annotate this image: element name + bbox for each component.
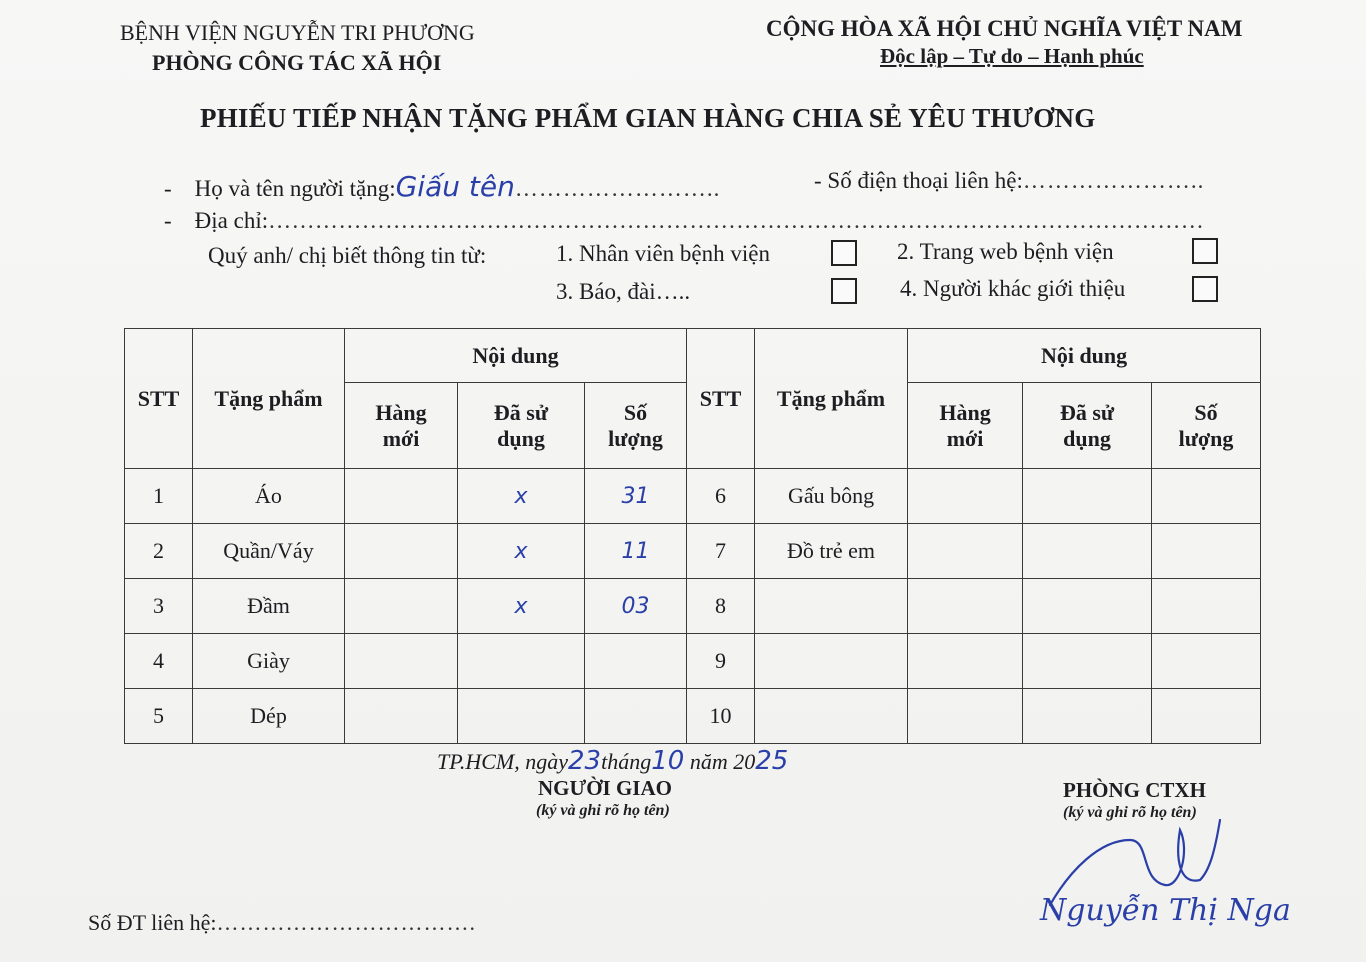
row-qty-cell[interactable] [585, 634, 687, 689]
row-item [755, 689, 908, 744]
row-stt: 2 [125, 524, 193, 579]
phone-dots: ………………….. [1022, 168, 1205, 193]
giver-note: (ký và ghi rõ họ tên) [536, 802, 670, 819]
form-title: PHIẾU TIẾP NHẬN TẶNG PHẨM GIAN HÀNG CHIA SẺ YÊU THƯƠNG [200, 103, 1096, 133]
row-new-cell[interactable] [908, 579, 1023, 634]
giver-title: NGƯỜI GIAO [538, 776, 672, 800]
row-item: Gấu bông [755, 469, 908, 524]
donor-name-handwritten[interactable]: Giấu tên [395, 170, 515, 203]
row-used-cell[interactable] [1023, 524, 1152, 579]
row-used-cell[interactable]: x [458, 469, 585, 524]
row-used-cell[interactable] [458, 634, 585, 689]
date-year[interactable]: 25 [755, 746, 789, 776]
table-row [125, 469, 1261, 524]
table-row [125, 579, 1261, 634]
receiver-title: PHÒNG CTXH [1063, 778, 1206, 802]
source-option-2: 2. Trang web bệnh viện [897, 239, 1114, 264]
row-used-cell[interactable] [1023, 579, 1152, 634]
hospital-name: BỆNH VIỆN NGUYỄN TRI PHƯƠNG [120, 20, 475, 45]
row-item: Quần/Váy [193, 524, 345, 579]
bullet-dash: - [164, 176, 172, 201]
address-line [164, 208, 1204, 234]
table-row [125, 524, 1261, 579]
receiver-note: (ký và ghi rõ họ tên) [1063, 804, 1197, 821]
source-option-4: 4. Người khác giới thiệu [900, 276, 1126, 301]
row-stt: 4 [125, 634, 193, 689]
row-used-cell[interactable]: x [458, 579, 585, 634]
row-new-cell[interactable] [345, 469, 458, 524]
header-item: Tặng phẩm [755, 329, 908, 469]
date-line [437, 746, 788, 776]
row-used-cell[interactable] [1023, 469, 1152, 524]
row-qty-cell[interactable] [585, 689, 687, 744]
row-item: Áo [193, 469, 345, 524]
receiver-signature-name: Nguyễn Thị Nga [1040, 893, 1291, 928]
row-item: Đầm [193, 579, 345, 634]
table-row [125, 689, 1261, 744]
header-used: Đã sử dụng [458, 383, 585, 469]
date-prefix: TP.HCM, ngày [437, 749, 568, 774]
header-used: Đã sử dụng [1023, 383, 1152, 469]
row-qty-cell[interactable]: 03 [585, 579, 687, 634]
source-checkbox-4[interactable] [1192, 276, 1218, 302]
header-item: Tặng phẩm [193, 329, 345, 469]
row-new-cell[interactable] [345, 579, 458, 634]
header-new: Hàng mới [345, 383, 458, 469]
donor-dots: …………………….. [514, 176, 721, 201]
header-qty: Số lượng [1152, 383, 1261, 469]
source-option-3: 3. Báo, đài….. [556, 279, 691, 304]
row-used-cell[interactable] [1023, 634, 1152, 689]
row-new-cell[interactable] [345, 689, 458, 744]
row-qty-cell[interactable] [1152, 524, 1261, 579]
date-month[interactable]: 10 [651, 746, 685, 776]
header-content: Nội dung [345, 329, 687, 383]
address-dots: ………………………………………………………………………………………………………… [268, 208, 1205, 233]
row-new-cell[interactable] [908, 634, 1023, 689]
header-new: Hàng mới [908, 383, 1023, 469]
row-item [755, 634, 908, 689]
row-item: Giày [193, 634, 345, 689]
row-stt: 10 [687, 689, 755, 744]
row-qty-cell[interactable]: 31 [585, 469, 687, 524]
country-name: CỘNG HÒA XÃ HỘI CHỦ NGHĨA VIỆT NAM [766, 16, 1243, 41]
row-qty-cell[interactable]: 11 [585, 524, 687, 579]
date-day[interactable]: 23 [568, 746, 602, 776]
row-used-cell[interactable] [458, 689, 585, 744]
source-option-1: 1. Nhân viên bệnh viện [556, 241, 770, 266]
row-stt: 7 [687, 524, 755, 579]
table-row [125, 634, 1261, 689]
donor-label: Họ và tên người tặng: [194, 176, 396, 201]
source-checkbox-1[interactable] [831, 240, 857, 266]
footer-phone-label: Số ĐT liên hệ: [88, 910, 217, 935]
row-qty-cell[interactable] [1152, 689, 1261, 744]
row-new-cell[interactable] [908, 469, 1023, 524]
donor-line [164, 170, 720, 203]
source-checkbox-2[interactable] [1192, 238, 1218, 264]
department-name: PHÒNG CÔNG TÁC XÃ HỘI [152, 50, 442, 75]
address-label: Địa chỉ: [194, 208, 269, 233]
row-qty-cell[interactable] [1152, 469, 1261, 524]
row-used-cell[interactable] [1023, 689, 1152, 744]
header-content: Nội dung [908, 329, 1261, 383]
row-stt: 8 [687, 579, 755, 634]
row-stt: 3 [125, 579, 193, 634]
row-item [755, 579, 908, 634]
row-item: Dép [193, 689, 345, 744]
row-qty-cell[interactable] [1152, 579, 1261, 634]
footer-phone-line [88, 910, 476, 936]
row-stt: 1 [125, 469, 193, 524]
phone-line [814, 168, 1204, 194]
header-stt: STT [687, 329, 755, 469]
source-checkbox-3[interactable] [831, 278, 857, 304]
date-month-label: tháng [601, 749, 652, 774]
row-new-cell[interactable] [345, 634, 458, 689]
row-new-cell[interactable] [908, 524, 1023, 579]
phone-label: - Số điện thoại liên hệ: [814, 168, 1023, 193]
source-label: Quý anh/ chị biết thông tin từ: [208, 243, 487, 268]
header-qty: Số lượng [585, 383, 687, 469]
row-stt: 6 [687, 469, 755, 524]
row-qty-cell[interactable] [1152, 634, 1261, 689]
row-stt: 9 [687, 634, 755, 689]
row-used-cell[interactable]: x [458, 524, 585, 579]
row-new-cell[interactable] [908, 689, 1023, 744]
bullet-dash: - [164, 208, 172, 233]
header-stt: STT [125, 329, 193, 469]
national-motto: Độc lập – Tự do – Hạnh phúc [880, 44, 1144, 68]
row-item: Đồ trẻ em [755, 524, 908, 579]
row-stt: 5 [125, 689, 193, 744]
row-new-cell[interactable] [345, 524, 458, 579]
footer-phone-dots: ……………………………. [216, 910, 477, 935]
donation-table [124, 328, 1261, 744]
date-year-label: năm 20 [689, 749, 756, 774]
